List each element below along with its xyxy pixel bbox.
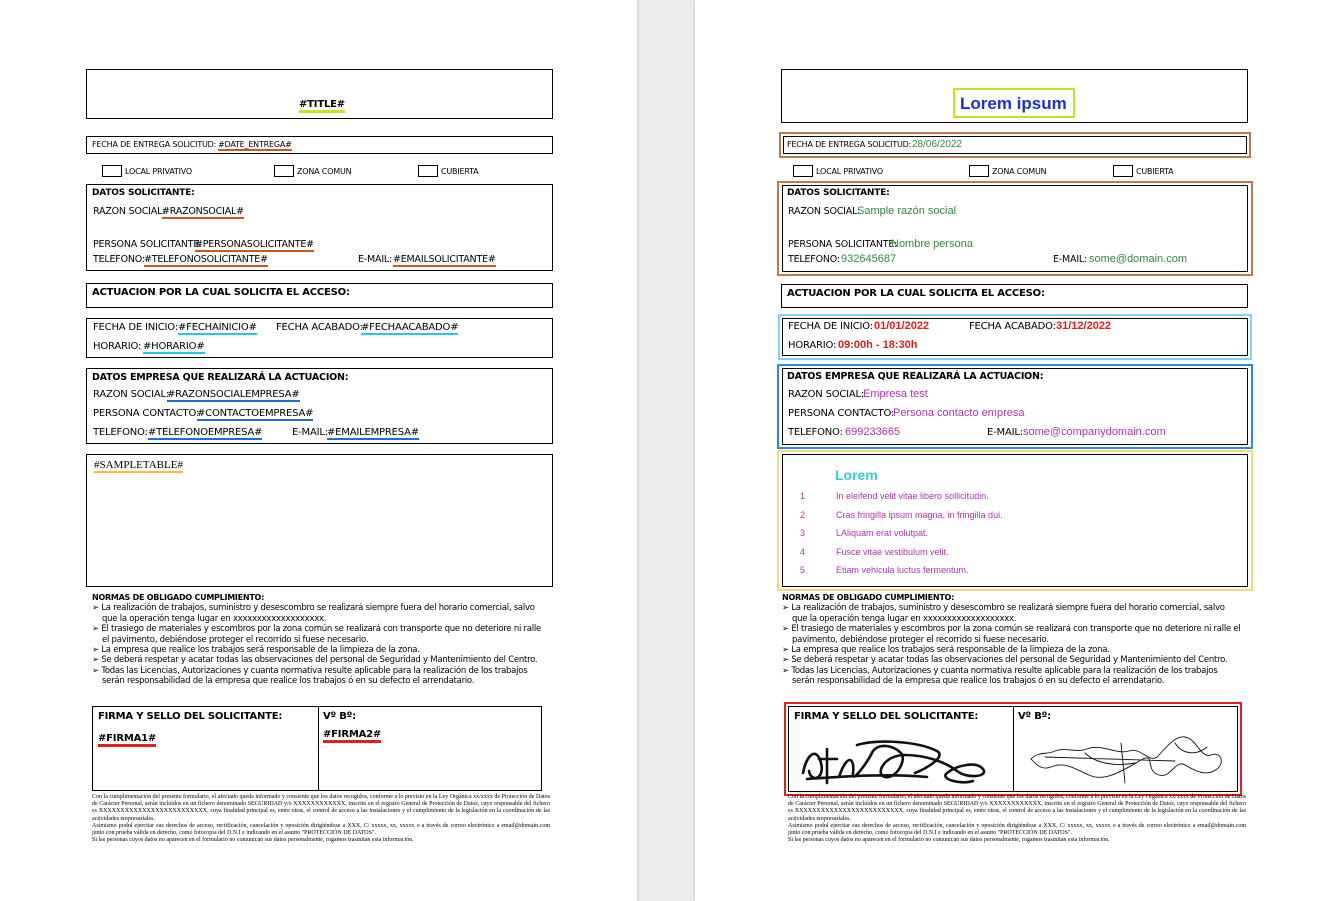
emp-contacto-label: PERSONA CONTACTO: (93, 408, 200, 419)
fecha-inicio-value: #FECHAINICIO# (178, 322, 257, 333)
email-value: some@domain.com (1089, 253, 1187, 265)
section-header: ACTUACION POR LA CUAL SOLICITA EL ACCESO: (92, 287, 350, 298)
legal-paragraph: Asimismo podrá ejercitar sus derechos de acceso, rectificación, cancelación y oposición dirigiéndose a XXX, C/ xxxxx, xx, xxxxx o a través de correo electrónico a email@domain.com junto con prueba válida en derecho, como fotocopia del D.N.I e indicando en el asunto "PROTECCIÓN DE DATOS". (788, 822, 1246, 837)
emp-email-value: some@companydomain.com (1023, 426, 1166, 438)
persona-label: PERSONA SOLICITANTE: (93, 239, 203, 250)
firma1-placeholder: #FIRMA1# (98, 733, 156, 747)
fecha-entrega-value: 28/06/2022 (912, 139, 963, 150)
row-number: 1 (800, 491, 806, 501)
option-label: ZONA COMUN (992, 167, 1047, 176)
signature-divider (1013, 707, 1014, 791)
emp-razon-value: #RAZONSOCIALEMPRESA# (167, 389, 300, 400)
title-box (781, 69, 1248, 123)
option-label: LOCAL PRIVATIVO (816, 167, 883, 176)
email-label: E-MAIL: (358, 254, 393, 265)
persona-label: PERSONA SOLICITANTE: (788, 239, 898, 250)
checkbox-cubierta[interactable] (1113, 165, 1133, 177)
datos-empresa-box (86, 368, 553, 444)
emp-contacto-value: Persona contacto empresa (893, 407, 1025, 419)
emp-razon-value: Empresa test (863, 388, 928, 400)
norms-section (782, 593, 1241, 687)
row-text: In eleifend velit vitae libero sollicitudin. (836, 491, 989, 501)
emp-telefono-value: #TELEFONOEMPRESA# (148, 427, 263, 438)
emp-razon-label: RAZON SOCIAL: (93, 389, 170, 400)
razon-social-label: RAZON SOCIAL: (788, 206, 861, 217)
checkbox-cubierta[interactable] (418, 165, 438, 177)
title-box (86, 69, 553, 119)
row-text: Etiam vehicula luctus fermentum. (836, 565, 969, 575)
norm-item: ➢ Todas las Licencias, Autorizaciones y cuanta normativa resulte aplicable para la realización de los trabajos serán responsabilidad de la empresa que realice los trabajos ó en su defecto el arrendatario. (782, 665, 1218, 687)
signature-divider (318, 707, 319, 790)
telefono-label: TELEFONO: (93, 254, 145, 265)
horario-label: HORARIO: (93, 341, 142, 352)
legal-text (788, 794, 1246, 844)
fecha-acabado-label: FECHA ACABADO: (276, 322, 363, 333)
legal-paragraph: Con la cumplimentación del presente formulario, el afectado queda informado y consiente que los datos recogidos, conforme a lo previsto en la Ley Orgánica xx/xxxx de Protección de Datos de Carácter Personal, serán incluidos en un fichero denominado SEGURIDAD y/o XXXXXXXXXXXX, inscrito en el registro General de Protección de Datos, cuyo responsable del fichero es XXXXXXXXXXXXXXXXXXXXXXXXX, cuya finalidad principal es, entre otras, el control de acceso a las instalaciones y el cumplimiento de la legislación en la coordinación de las actividades empresariales. (92, 794, 550, 822)
norm-item: ➢ Se deberá respetar y acatar todas las observaciones del personal de Seguridad y Mantenimiento del Centro. (92, 655, 538, 666)
actuacion-box (781, 284, 1248, 308)
emp-telefono-label: TELEFONO: (788, 427, 843, 438)
telefono-label: TELEFONO: (788, 254, 840, 265)
telefono-value: #TELEFONOSOLICITANTE# (144, 254, 268, 265)
checkbox-zona-comun[interactable] (274, 165, 294, 177)
emp-contacto-value: #CONTACTOEMPRESA# (197, 408, 314, 419)
firma-solicitante-label: FIRMA Y SELLO DEL SOLICITANTE: (98, 711, 283, 722)
option-label: CUBIERTA (1136, 167, 1174, 176)
email-label: E-MAIL: (1053, 254, 1088, 265)
fechas-box (782, 318, 1248, 356)
title-highlight (953, 88, 1075, 118)
table-title: Lorem (835, 467, 878, 483)
row-text: LAliquam erat volutpat. (836, 528, 929, 538)
sample-table-box (86, 454, 553, 587)
vobo-label: Vº Bº: (1018, 711, 1051, 722)
row-number: 3 (800, 528, 806, 538)
telefono-value: 932645687 (841, 253, 897, 265)
email-value: #EMAILSOLICITANTE# (393, 254, 496, 265)
norms-section (92, 593, 546, 687)
emp-telefono-label: TELEFONO: (93, 427, 148, 438)
razon-social-value: Sample razón social (857, 205, 957, 217)
norms-header: NORMAS DE OBLIGADO CUMPLIMIENTO: (92, 593, 265, 602)
horario-value: 09:00h - 18:30h (838, 339, 918, 351)
section-header: ACTUACION POR LA CUAL SOLICITA EL ACCESO: (787, 288, 1045, 299)
fecha-acabado-label: FECHA ACABADO: (969, 321, 1056, 332)
row-number: 5 (800, 565, 806, 575)
option-label: LOCAL PRIVATIVO (125, 167, 192, 176)
legal-paragraph: Si las personas cuyos datos no aparecen en el formulario no comunican sus datos personalmente, rogamos trasmitan esta información. (788, 837, 1110, 844)
norm-item: ➢ Se deberá respetar y acatar todas las observaciones del personal de Seguridad y Mantenimiento del Centro. (782, 655, 1228, 666)
datos-empresa-box (782, 368, 1248, 445)
row-text: Cras fringilla ipsum magna, in fringilla dui. (836, 510, 1003, 520)
fecha-inicio-value: 01/01/2022 (874, 320, 930, 332)
datos-solicitante-box (86, 184, 553, 271)
section-header: DATOS SOLICITANTE: (787, 188, 890, 198)
row-number: 4 (800, 547, 806, 557)
norm-item: ➢ La empresa que realice los trabajos será responsable de la limpieza de la zona. (782, 645, 1110, 656)
norm-item: ➢ La realización de trabajos, suministro y desescombro se realizará siempre fuera del horario comercial, salvo que la operación tenga lugar en xxxxxxxxxxxxxxxxxxx. (782, 603, 1225, 624)
norm-item: ➢ El trasiego de materiales y escombros por la zona común se realizará con transporte que no deteriore ni ralle el pavimento, debiéndose proteger el recorrido si fuese necesario. (782, 624, 1241, 645)
fecha-entrega-box (783, 136, 1247, 154)
checkbox-zona-comun[interactable] (969, 165, 989, 177)
datos-solicitante-box (782, 185, 1248, 272)
firma2-placeholder: #FIRMA2# (323, 729, 381, 743)
firma-solicitante-label: FIRMA Y SELLO DEL SOLICITANTE: (794, 711, 979, 722)
emp-email-label: E-MAIL: (987, 427, 1023, 438)
emp-contacto-label: PERSONA CONTACTO: (788, 408, 895, 419)
legal-paragraph: Si las personas cuyos datos no aparecen en el formulario no comunican sus datos personalmente, rogamos trasmitan esta información. (92, 837, 414, 844)
section-header: DATOS EMPRESA QUE REALIZARÁ LA ACTUACION: (787, 371, 1044, 382)
norm-item: ➢ Todas las Licencias, Autorizaciones y cuanta normativa resulte aplicable para la realización de los trabajos serán responsabilidad de la empresa que realice los trabajos ó en su defecto el arrendatario. (92, 665, 528, 687)
checkbox-local-privativo[interactable] (793, 165, 813, 177)
signature-2-image (1025, 733, 1231, 789)
horario-label: HORARIO: (788, 340, 837, 351)
fecha-acabado-value: 31/12/2022 (1056, 320, 1112, 332)
title-placeholder: #TITLE# (299, 99, 345, 113)
emp-telefono-value: 699233665 (845, 426, 901, 438)
legal-paragraph: Asimismo podrá ejercitar sus derechos de acceso, rectificación, cancelación y oposición dirigiéndose a XXX, C/ xxxxx, xx, xxxxx o a través de correo electrónico a email@domain.com junto con prueba válida en derecho, como fotocopia del D.N.I e indicando en el asunto "PROTECCIÓN DE DATOS". (92, 822, 550, 837)
row-text: Fusce vitae vestibulum velit. (836, 547, 949, 557)
template-page (0, 0, 637, 901)
fecha-entrega-label: FECHA DE ENTREGA SOLICITUD: (787, 140, 912, 149)
fecha-acabado-value: #FECHAACABADO# (361, 322, 459, 333)
fechas-box (86, 318, 553, 358)
razon-social-value: #RAZONSOCIAL# (162, 206, 244, 217)
fecha-entrega-label: FECHA DE ENTREGA SOLICITUD: (92, 140, 217, 149)
signature-area (788, 706, 1238, 792)
fecha-inicio-label: FECHA DE INICIO: (93, 322, 178, 333)
vobo-label: Vº Bº: (323, 711, 356, 722)
emp-email-label: E-MAIL: (292, 427, 328, 438)
actuacion-box (86, 283, 553, 308)
legal-paragraph: Con la cumplimentación del presente formulario, el afectado queda informado y consiente que los datos recogidos, conforme a lo previsto en la Ley Orgánica xx/xxxx de Protección de Datos de Carácter Personal, serán incluidos en un fichero denominado SEGURIDAD y/o XXXXXXXXXXXX, inscrito en el registro General de Protección de Datos, cuyo responsable del fichero es XXXXXXXXXXXXXXXXXXXXXXXXX, cuya finalidad principal es, entre otras, el control de acceso a las instalaciones y el cumplimiento de la legislación en la coordinación de las actividades empresariales. (788, 794, 1246, 822)
norm-item: ➢ El trasiego de materiales y escombros por la zona común se realizará con transporte que no deteriore ni ralle el pavimento, debiéndose proteger el recorrido si fuese necesario. (92, 624, 541, 645)
horario-value: #HORARIO# (143, 341, 205, 352)
section-header: DATOS EMPRESA QUE REALIZARÁ LA ACTUACION: (92, 372, 349, 383)
sample-table-placeholder: #SAMPLETABLE# (94, 459, 183, 471)
signature-area (92, 706, 542, 791)
checkbox-local-privativo[interactable] (102, 165, 122, 177)
title-text: Lorem ipsum (960, 94, 1067, 113)
sample-table-box (782, 454, 1248, 587)
signature-1-image (797, 733, 997, 789)
filled-page (695, 0, 1332, 901)
option-label: CUBIERTA (441, 167, 479, 176)
norm-item: ➢ La realización de trabajos, suministro y desescombro se realizará siempre fuera del horario comercial, salvo que la operación tenga lugar en xxxxxxxxxxxxxxxxxxx. (92, 603, 535, 624)
option-label: ZONA COMUN (297, 167, 352, 176)
row-number: 2 (800, 510, 806, 520)
norms-header: NORMAS DE OBLIGADO CUMPLIMIENTO: (782, 593, 955, 602)
emp-razon-label: RAZON SOCIAL: (788, 389, 865, 400)
emp-email-value: #EMAILEMPRESA# (327, 427, 419, 438)
section-header: DATOS SOLICITANTE: (92, 188, 195, 198)
fecha-entrega-box (86, 136, 553, 154)
fecha-inicio-label: FECHA DE INICIO: (788, 321, 873, 332)
legal-text (92, 794, 550, 844)
persona-value: #PERSONASOLICITANTE# (195, 239, 314, 250)
persona-value: Nombre persona (891, 238, 973, 250)
razon-social-label: RAZON SOCIAL: (93, 206, 166, 217)
fecha-entrega-value: #DATE_ENTREGA# (218, 140, 292, 149)
norm-item: ➢ La empresa que realice los trabajos será responsable de la limpieza de la zona. (92, 645, 420, 656)
